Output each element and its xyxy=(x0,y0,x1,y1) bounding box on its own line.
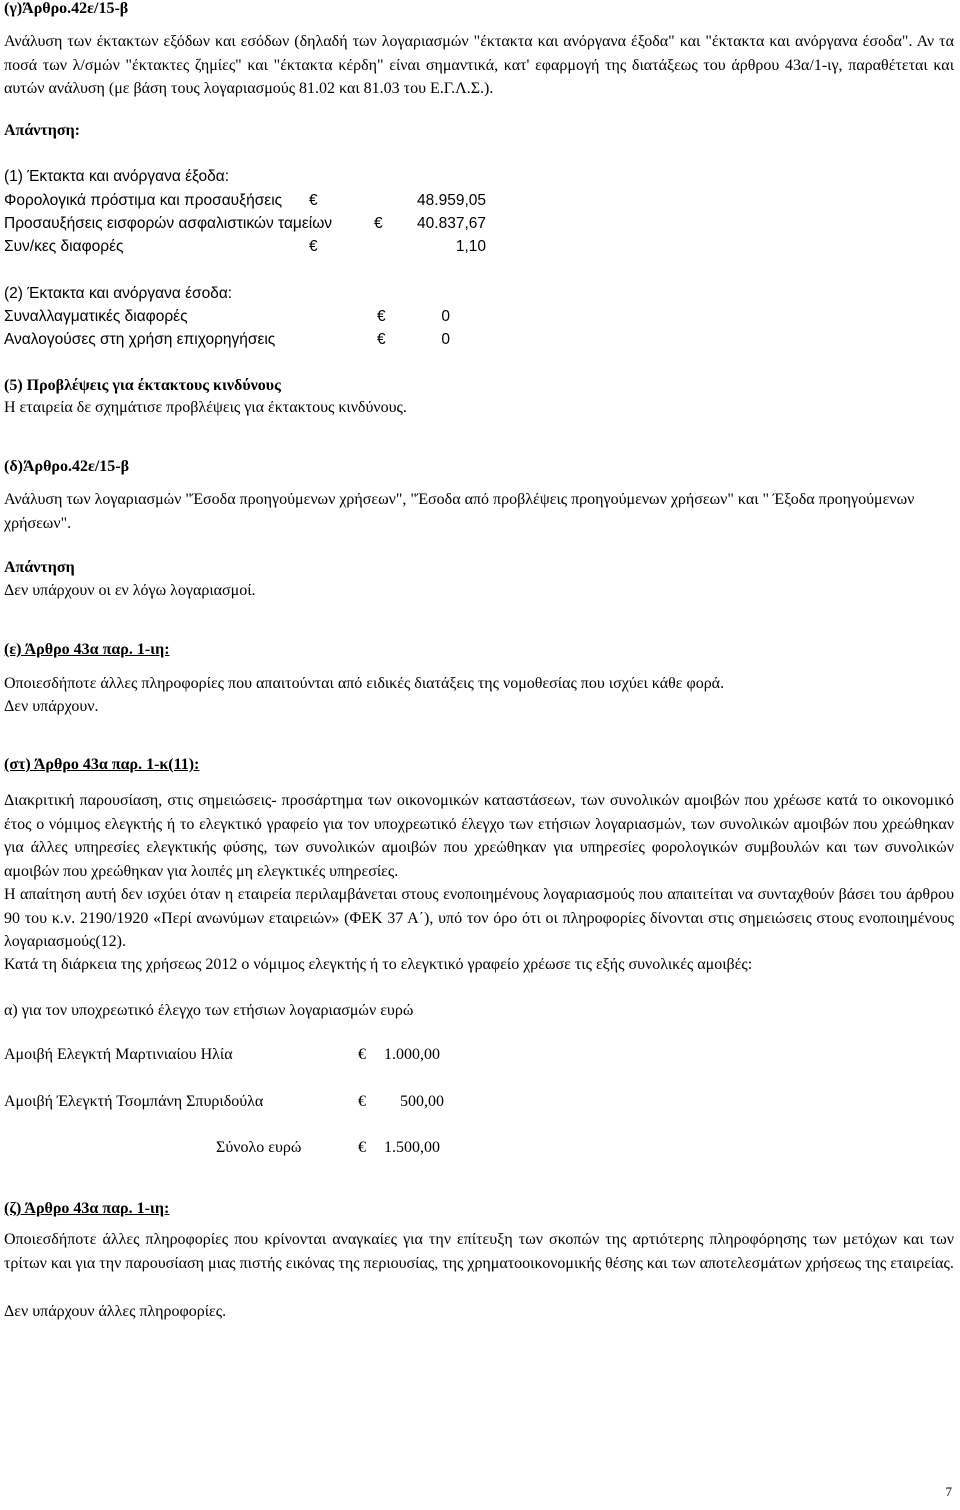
provisions-title: (5) Προβλέψεις για έκτακτους κινδύνους xyxy=(4,377,281,394)
section-d-answer-text: Δεν υπάρχουν οι εν λόγω λογαριασμοί. xyxy=(4,582,256,599)
fee-amount: 500,00 xyxy=(400,1093,444,1110)
euro-sign: € xyxy=(377,308,386,325)
section-st-p3: Κατά τη διάρκεια της χρήσεως 2012 ο νόμιμος ελεγκτής ή το ελεγκτικό γραφείο χρέωσε τις εξής συνολικές αμοιβές: xyxy=(4,956,753,973)
euro-sign: € xyxy=(358,1139,366,1156)
expense-label: Προσαυξήσεις εισφορών ασφαλιστικών ταμείων xyxy=(4,215,333,232)
income-title: (2) Έκτακτα και ανόργανα έσοδα: xyxy=(4,285,233,302)
section-g-heading: (γ)Άρθρο.42ε/15-β xyxy=(4,0,129,17)
euro-sign: € xyxy=(309,192,318,209)
fee-amount: 1.000,00 xyxy=(384,1046,440,1063)
total-label: Σύνολο ευρώ xyxy=(216,1139,302,1156)
euro-sign: € xyxy=(358,1093,366,1110)
section-st-heading: (στ) Άρθρο 43α παρ. 1-κ(11): xyxy=(4,756,200,773)
total-amount: 1.500,00 xyxy=(384,1139,440,1156)
section-e-heading: (ε) Άρθρο 43α παρ. 1-ιη: xyxy=(4,641,170,658)
expense-label: Συν/κες διαφορές xyxy=(4,238,124,255)
income-amount: 0 xyxy=(441,308,450,325)
euro-sign: € xyxy=(374,215,383,232)
euro-sign: € xyxy=(309,238,318,255)
expenses-title: (1) Έκτακτα και ανόργανα έξοδα: xyxy=(4,168,230,185)
section-st-p1: Διακριτική παρουσίαση, στις σημειώσεις- προσάρτημα των οικονομικών καταστάσεων, των συνολικών αμοιβών που χρέωσε κατά το οικονομικό έτος ο νόμιμος ελεγκτής ή το ελεγκτικό γραφείο για τον υποχρεωτικό έλεγχο των ετήσιων λογαριασμών, των συνολικών αμοιβών που χρεώθηκαν για άλλες υπηρεσίες ελεγκτικής φύσης, των συνολικών αμοιβών που χρεώθηκαν για υπηρεσίες φορολογικών συμβουλών και των συνολικών αμοιβών που χρεώθηκαν για λοιπές μη ελεγκτικές υπηρεσίες. xyxy=(4,792,954,880)
income-label: Αναλογούσες στη χρήση επιχορηγήσεις xyxy=(4,331,276,348)
euro-sign: € xyxy=(358,1046,366,1063)
fee-label: Αμοιβή Έλεγκτή Τσομπάνη Σπυριδούλα xyxy=(4,1093,264,1110)
section-e-answer: Δεν υπάρχουν. xyxy=(4,698,99,715)
section-z-answer: Δεν υπάρχουν άλλες πληροφορίες. xyxy=(4,1303,227,1320)
section-e-text: Οποιεσδήποτε άλλες πληροφορίες που απαιτούνται από ειδικές διατάξεις της νομοθεσίας που ισχύει κάθε φορά. xyxy=(4,675,725,692)
section-d-text: Ανάλυση των λογαριασμών "Έσοδα προηγούμενων χρήσεων", "Έσοδα από προβλέψεις προηγούμενων χρήσεων" και " Έξοδα προηγούμενων χρήσεων". xyxy=(4,491,915,532)
expense-label: Φορολογικά πρόστιμα και προσαυξήσεις xyxy=(4,192,283,209)
section-d-answer-label: Απάντηση xyxy=(4,559,75,576)
expense-amount: 1,10 xyxy=(455,238,486,255)
section-d-heading: (δ)Άρθρο.42ε/15-β xyxy=(4,458,130,475)
section-st-p2: Η απαίτηση αυτή δεν ισχύει όταν η εταιρεία περιλαμβάνεται στους ενοποιημένους λογαριασμούς που απαιτείται να συνταχθούν βάσει του άρθρου 90 του κ.ν. 2190/1920 «Περί ανωνύμων εταιρειών» (ΦΕΚ 37 Α΄), υπό τον όρο ότι οι πληροφορίες δίνονται στις σημειώσεις στους ενοποιημένους λογαριασμούς(12). xyxy=(4,886,954,950)
expense-amount: 40.837,67 xyxy=(417,215,486,232)
section-g-answer-label: Απάντηση: xyxy=(4,122,80,139)
income-label: Συναλλαγματικές διαφορές xyxy=(4,308,188,325)
section-g-text: Ανάλυση των έκτακτων εξόδων και εσόδων (δηλαδή των λογαριασμών "έκτακτα και ανόργανα έξοδα" και "έκτακτα και ανόργανα έσοδα". Αν τα ποσά των λ/σμών "έκτακτες ζημίες" και "έκτακτα κέρδη" είναι σημαντικά, κατ' εφαρμογή της διατάξεως του άρθρου 43α/1-ιγ, παραθέτεται και αυτών ανάλυση (με βάση τους λογαριασμούς 81.02 και 81.03 του Ε.Γ.Λ.Σ.). xyxy=(4,33,954,97)
income-amount: 0 xyxy=(441,331,450,348)
section-z-text: Οποιεσδήποτε άλλες πληροφορίες που κρίνονται αναγκαίες για την επίτευξη των σκοπών της αρτιότερης πληροφόρησης των μετόχων και των τρίτων και για την παρουσίαση μιας πιστής εικόνας της περιουσίας, της χρηματοοικονομικής θέσης και των αποτελεσμάτων χρήσεως της εταιρείας. xyxy=(4,1231,954,1272)
section-z-heading: (ζ) Άρθρο 43α παρ. 1-ιη: xyxy=(4,1200,170,1217)
euro-sign: € xyxy=(377,331,386,348)
provisions-text: Η εταιρεία δε σχημάτισε προβλέψεις για έκτακτους κινδύνους. xyxy=(4,399,407,416)
fee-label: Αμοιβή Ελεγκτή Μαρτινιαίου Ηλία xyxy=(4,1046,233,1063)
expense-amount: 48.959,05 xyxy=(417,192,486,209)
section-st-sub-a: α) για τον υποχρεωτικό έλεγχο των ετήσιων λογαριασμών ευρώ xyxy=(4,1002,414,1019)
page-number: 7 xyxy=(945,1484,952,1499)
